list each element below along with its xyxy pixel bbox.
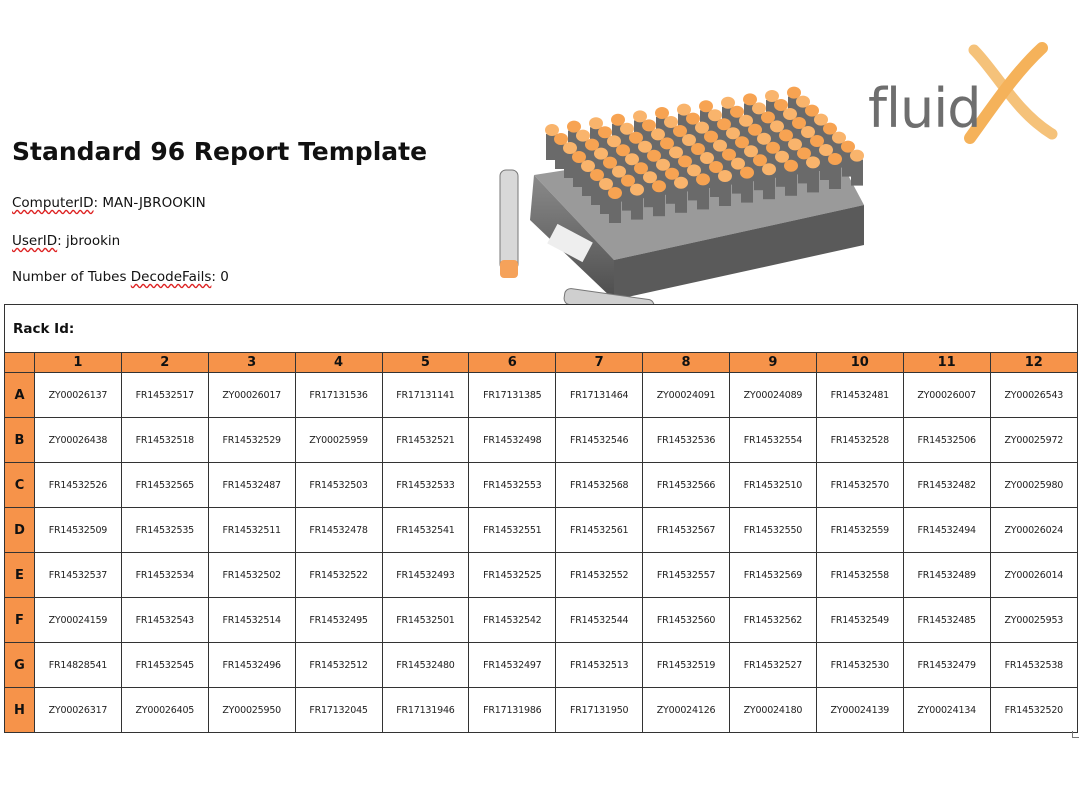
tube-barcode-cell: ZY00024091: [643, 373, 730, 418]
tube-barcode-cell: FR14532560: [643, 598, 730, 643]
tube-barcode-cell: FR14532510: [730, 463, 817, 508]
tube-barcode-cell: FR14532519: [643, 643, 730, 688]
tube-barcode-cell: FR14532551: [469, 508, 556, 553]
tube-barcode-cell: FR14532503: [295, 463, 382, 508]
tube-barcode-cell: FR14532569: [730, 553, 817, 598]
tube-barcode-cell: FR14532502: [208, 553, 295, 598]
computer-id-label: ComputerID: [12, 195, 94, 211]
row-header: G: [5, 643, 35, 688]
tube-barcode-cell: FR14532481: [816, 373, 903, 418]
tube-barcode-cell: ZY00025980: [990, 463, 1077, 508]
rack-id-label: Rack Id:: [13, 320, 75, 337]
tube-barcode-cell: FR14532482: [903, 463, 990, 508]
decode-fails-value: : 0: [211, 269, 229, 285]
decode-fails-prefix: Number of Tubes: [12, 269, 131, 285]
tube-barcode-cell: FR14532544: [556, 598, 643, 643]
row-header: A: [5, 373, 35, 418]
tube-barcode-cell: FR14532494: [903, 508, 990, 553]
user-id-label: UserID: [12, 233, 58, 249]
column-header: 1: [35, 353, 122, 373]
tube-barcode-cell: FR14532561: [556, 508, 643, 553]
column-header: 10: [816, 353, 903, 373]
tube-barcode-cell: FR14532527: [730, 643, 817, 688]
row-header: H: [5, 688, 35, 733]
tube-barcode-cell: ZY00026017: [208, 373, 295, 418]
tube-barcode-cell: FR14532497: [469, 643, 556, 688]
tube-barcode-cell: FR14532479: [903, 643, 990, 688]
tube-barcode-cell: FR14532552: [556, 553, 643, 598]
tube-barcode-cell: FR14532562: [730, 598, 817, 643]
tube-barcode-cell: ZY00026024: [990, 508, 1077, 553]
row-header: D: [5, 508, 35, 553]
user-id-value: : jbrookin: [57, 233, 121, 249]
column-header: 9: [730, 353, 817, 373]
tube-barcode-cell: ZY00025959: [295, 418, 382, 463]
tube-barcode-cell: ZY00026014: [990, 553, 1077, 598]
tube-barcode-cell: FR14532553: [469, 463, 556, 508]
report-title: Standard 96 Report Template: [12, 137, 428, 166]
tube-barcode-cell: FR14532512: [295, 643, 382, 688]
tube-barcode-cell: FR14532545: [121, 643, 208, 688]
tube-barcode-cell: FR14532495: [295, 598, 382, 643]
tube-barcode-cell: ZY00025953: [990, 598, 1077, 643]
table-row: [5, 418, 1077, 463]
tube-barcode-cell: FR17131385: [469, 373, 556, 418]
tube-barcode-cell: FR14532541: [382, 508, 469, 553]
tube-barcode-cell: FR14532517: [121, 373, 208, 418]
rack-report-table: [4, 304, 1078, 733]
tube-barcode-cell: FR14532489: [903, 553, 990, 598]
tube-barcode-cell: FR17131986: [469, 688, 556, 733]
tube-barcode-cell: FR14532487: [208, 463, 295, 508]
tube-barcode-cell: ZY00026007: [903, 373, 990, 418]
tube-barcode-cell: FR14532554: [730, 418, 817, 463]
tube-barcode-cell: ZY00025972: [990, 418, 1077, 463]
fluidx-logo: [866, 42, 1062, 146]
logo-text: fluid: [868, 77, 981, 140]
tube-barcode-cell: FR14532546: [556, 418, 643, 463]
tube-barcode-cell: FR17131464: [556, 373, 643, 418]
tube-barcode-cell: FR14532559: [816, 508, 903, 553]
tube-barcode-cell: FR14532493: [382, 553, 469, 598]
column-header-row: [5, 353, 1077, 373]
row-header: F: [5, 598, 35, 643]
tube-barcode-cell: FR14532538: [990, 643, 1077, 688]
tube-barcode-cell: FR14532565: [121, 463, 208, 508]
column-header: 7: [556, 353, 643, 373]
table-row: [5, 688, 1077, 733]
tube-barcode-cell: FR17132045: [295, 688, 382, 733]
column-header: 12: [990, 353, 1077, 373]
tube-barcode-cell: FR14532525: [469, 553, 556, 598]
tube-barcode-cell: ZY00026317: [35, 688, 122, 733]
tube-barcode-cell: FR14532570: [816, 463, 903, 508]
tube-barcode-cell: FR14532568: [556, 463, 643, 508]
tube-barcode-cell: FR14532543: [121, 598, 208, 643]
column-header: 5: [382, 353, 469, 373]
table-row: [5, 598, 1077, 643]
tube-barcode-cell: ZY00026137: [35, 373, 122, 418]
tube-barcode-cell: FR14532514: [208, 598, 295, 643]
tube-barcode-cell: FR14828541: [35, 643, 122, 688]
tube-barcode-cell: FR14532534: [121, 553, 208, 598]
tube-barcode-cell: FR14532557: [643, 553, 730, 598]
table-row: [5, 553, 1077, 598]
table-corner-marker: [1072, 731, 1079, 738]
user-id-line: [12, 233, 120, 249]
column-header: 11: [903, 353, 990, 373]
decode-fails-label: DecodeFails: [130, 269, 212, 285]
column-header: 3: [208, 353, 295, 373]
table-row: [5, 463, 1077, 508]
tube-barcode-cell: FR14532528: [816, 418, 903, 463]
tube-barcode-cell: FR14532485: [903, 598, 990, 643]
computer-id-value: : MAN-JBROOKIN: [93, 195, 206, 211]
tube-barcode-cell: FR14532542: [469, 598, 556, 643]
tube-barcode-cell: FR14532513: [556, 643, 643, 688]
tube-barcode-cell: FR14532520: [990, 688, 1077, 733]
tube-barcode-cell: FR14532529: [208, 418, 295, 463]
row-header: E: [5, 553, 35, 598]
tube-barcode-cell: FR14532511: [208, 508, 295, 553]
tube-barcode-cell: ZY00026438: [35, 418, 122, 463]
tube-barcode-cell: FR14532549: [816, 598, 903, 643]
column-header: 2: [121, 353, 208, 373]
tube-barcode-cell: ZY00026543: [990, 373, 1077, 418]
table-row: [5, 373, 1077, 418]
tube-barcode-cell: FR14532480: [382, 643, 469, 688]
tube-barcode-cell: FR14532522: [295, 553, 382, 598]
tube-barcode-cell: FR14532550: [730, 508, 817, 553]
tube-barcode-cell: FR14532498: [469, 418, 556, 463]
column-header: 4: [295, 353, 382, 373]
computer-id-line: [12, 195, 206, 211]
tube-barcode-cell: ZY00024139: [816, 688, 903, 733]
decode-fails-line: [12, 269, 229, 285]
tube-barcode-cell: FR14532536: [643, 418, 730, 463]
tube-barcode-cell: FR14532496: [208, 643, 295, 688]
tube-barcode-cell: ZY00024180: [730, 688, 817, 733]
tube-barcode-cell: FR14532521: [382, 418, 469, 463]
tube-barcode-cell: ZY00025950: [208, 688, 295, 733]
tube-barcode-cell: ZY00024126: [643, 688, 730, 733]
table-row: [5, 643, 1077, 688]
tube-barcode-cell: FR17131946: [382, 688, 469, 733]
tube-barcode-cell: FR14532509: [35, 508, 122, 553]
rack-id-row: [5, 305, 1077, 353]
tube-barcode-cell: FR14532535: [121, 508, 208, 553]
row-header: C: [5, 463, 35, 508]
table-row: [5, 508, 1077, 553]
tube-barcode-cell: FR14532530: [816, 643, 903, 688]
row-header: B: [5, 418, 35, 463]
tube-grid: [5, 353, 1077, 733]
tube-barcode-cell: FR14532558: [816, 553, 903, 598]
column-header: 6: [469, 353, 556, 373]
tube-barcode-cell: FR14532537: [35, 553, 122, 598]
column-header: 8: [643, 353, 730, 373]
tube-barcode-cell: FR14532478: [295, 508, 382, 553]
tube-barcode-cell: FR14532518: [121, 418, 208, 463]
tube-barcode-cell: FR14532567: [643, 508, 730, 553]
tube-barcode-cell: FR14532526: [35, 463, 122, 508]
tube-barcode-cell: ZY00026405: [121, 688, 208, 733]
tube-barcode-cell: ZY00024159: [35, 598, 122, 643]
tube-barcode-cell: FR17131536: [295, 373, 382, 418]
tube-barcode-cell: FR14532506: [903, 418, 990, 463]
tube-barcode-cell: FR17131950: [556, 688, 643, 733]
tube-barcode-cell: FR14532501: [382, 598, 469, 643]
tube-barcode-cell: ZY00024089: [730, 373, 817, 418]
tube-barcode-cell: FR14532566: [643, 463, 730, 508]
tube-barcode-cell: FR17131141: [382, 373, 469, 418]
tube-barcode-cell: ZY00024134: [903, 688, 990, 733]
grid-corner-cell: [5, 353, 35, 373]
tube-barcode-cell: FR14532533: [382, 463, 469, 508]
